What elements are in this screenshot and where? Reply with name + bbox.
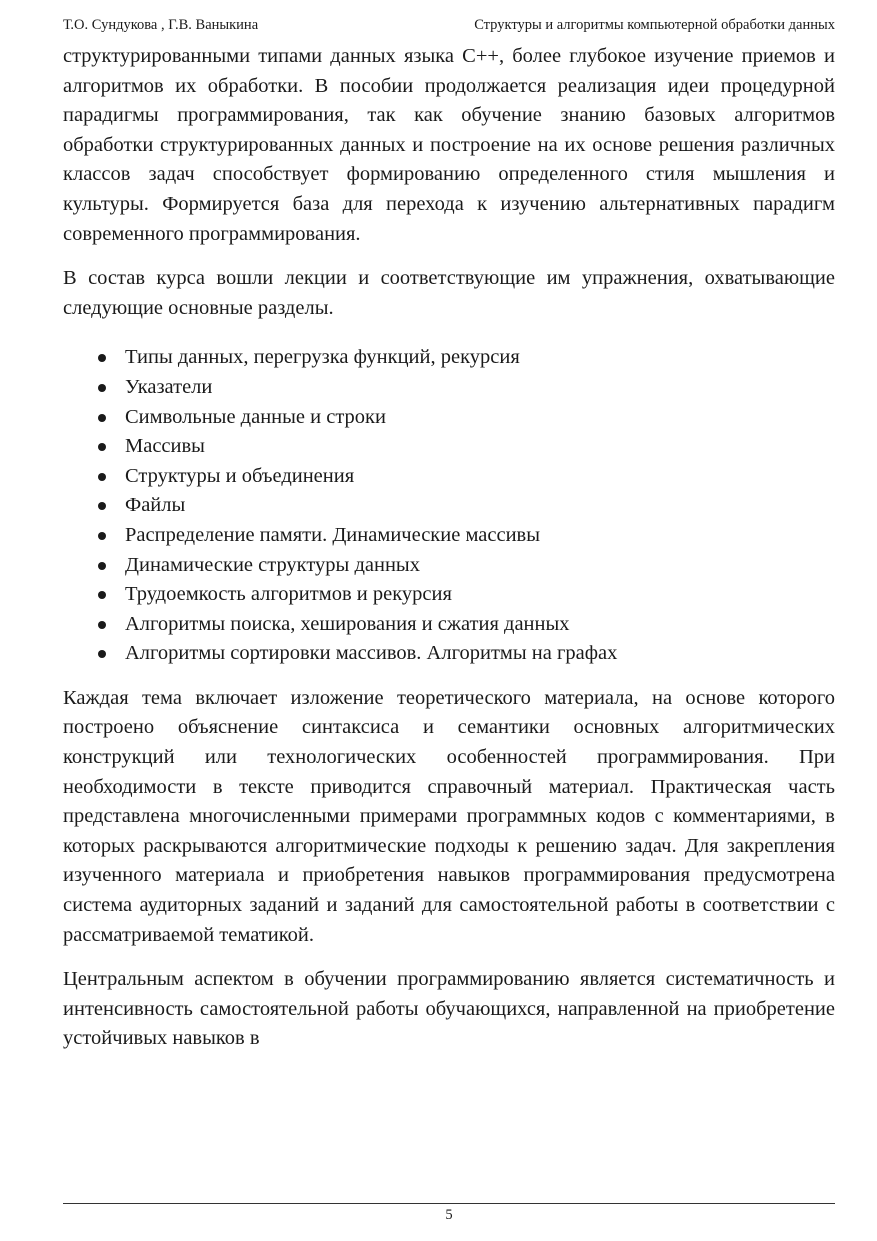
list-item-label: Структуры и объединения xyxy=(125,464,355,487)
list-item xyxy=(63,432,835,462)
paragraph: Каждая тема включает изложение теоретического материала, на основе которого построено объяснение синтаксиса и семантики основных алгоритмических конструкций или технологических особенностей программирования. При необходимости в тексте приводится справочный материал. Практическая часть представлена многочисленными примерами программных кодов с комментариями, в которых раскрываются алгоритмические подходы к решению задач. Для закрепления изученного материала и приобретения навыков программирования предусмотрена система аудиторных заданий и заданий для самостоятельной работы в соответствии с рассматриваемой тематикой. xyxy=(63,686,835,946)
paragraph: В состав курса вошли лекции и соответствующие им упражнения, охватывающие следующие основные разделы. xyxy=(63,267,835,319)
list-item xyxy=(63,491,835,521)
paragraph: Центральным аспектом в обучении программированию является систематичность и интенсивность самостоятельной работы обучающихся, направленной на приобретение устойчивых навыков в xyxy=(63,968,835,1050)
bullet-icon xyxy=(98,532,106,540)
list-item xyxy=(63,521,835,551)
bullet-icon xyxy=(98,650,106,658)
header-title: Структуры и алгоритмы компьютерной обработки данных xyxy=(474,17,835,33)
list-item-label: Динамические структуры данных xyxy=(125,553,420,576)
page-content xyxy=(63,42,835,1054)
list-item xyxy=(63,373,835,403)
bullet-icon xyxy=(98,384,106,392)
paragraph: структурированными типами данных языка С++, более глубокое изучение приемов и алгоритмов их обработки. В пособии продолжается реализация идеи процедурной парадигмы программирования, так как обучение знанию базовых алгоритмов обработки структурированных данных и построение на их основе решения различных классов задач способствует формированию определенного стиля мышления и культуры. Формируется база для перехода к изучению альтернативных парадигм современного программирования. xyxy=(63,45,835,245)
list-item-label: Алгоритмы сортировки массивов. Алгоритмы на графах xyxy=(125,642,618,665)
bullet-icon xyxy=(98,473,106,481)
page-number: 5 xyxy=(445,1207,453,1223)
list-item-label: Распределение памяти. Динамические массивы xyxy=(125,523,541,546)
list-item xyxy=(63,610,835,640)
bullet-icon xyxy=(98,502,106,510)
list-item-label: Алгоритмы поиска, хеширования и сжатия данных xyxy=(125,612,570,635)
bullet-icon xyxy=(98,443,106,451)
list-item xyxy=(63,551,835,581)
list-item xyxy=(63,343,835,373)
bullet-icon xyxy=(98,414,106,422)
list-item-label: Типы данных, перегрузка функций, рекурсия xyxy=(125,346,520,369)
list-item-label: Символьные данные и строки xyxy=(125,405,386,428)
list-item-label: Файлы xyxy=(125,494,186,517)
list-item-label: Массивы xyxy=(125,435,205,458)
header-authors: Т.О. Сундукова , Г.В. Ваныкина xyxy=(63,17,259,33)
list-item-label: Трудоемкость алгоритмов и рекурсия xyxy=(125,583,452,606)
bullet-icon xyxy=(98,591,106,599)
bullet-icon xyxy=(98,562,106,570)
page-header xyxy=(63,14,835,36)
bullet-icon xyxy=(98,354,106,362)
list-item xyxy=(63,403,835,433)
list-item xyxy=(63,580,835,610)
list-item xyxy=(63,462,835,492)
list-item xyxy=(63,639,835,669)
footer-divider xyxy=(63,1203,835,1204)
list-item-label: Указатели xyxy=(125,375,213,398)
bullet-icon xyxy=(98,621,106,629)
sections-list xyxy=(63,343,835,669)
